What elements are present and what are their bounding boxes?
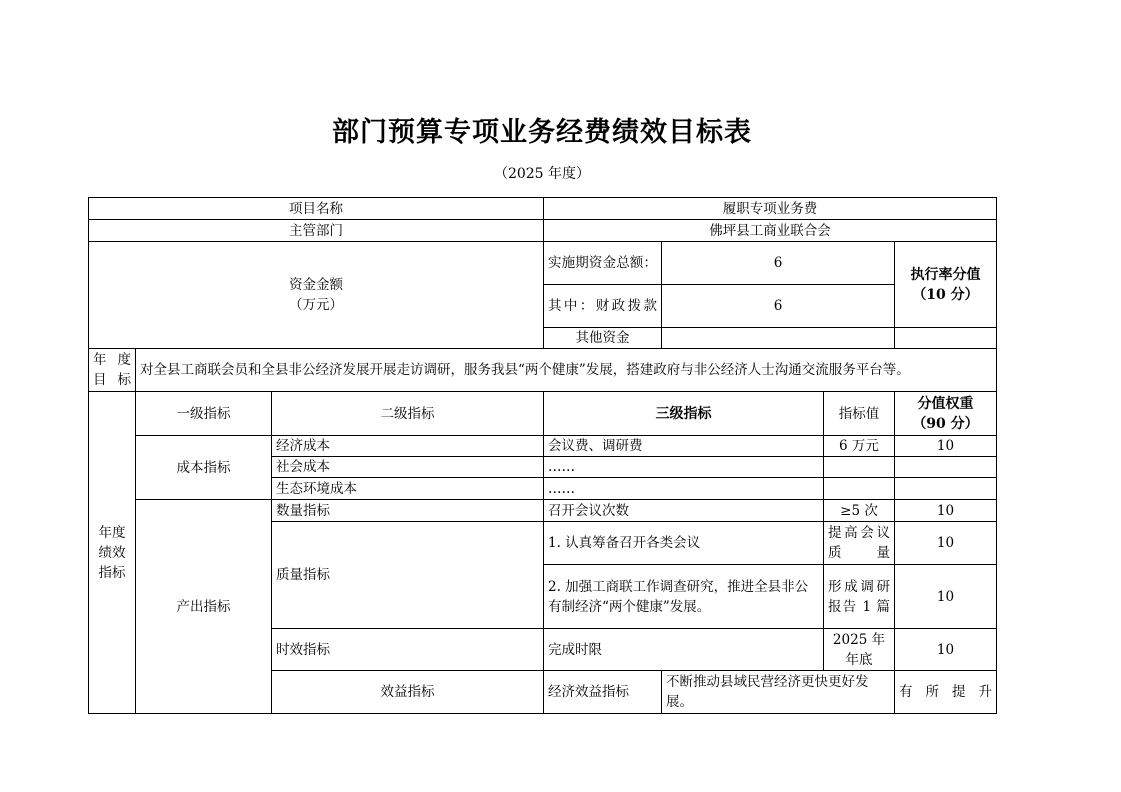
- funds-fiscal-label: 其中：财政拨款: [544, 285, 662, 328]
- page-subtitle: （2025 年度）: [493, 166, 591, 182]
- output-quality-row-1-weight: 10: [895, 522, 997, 565]
- output-quantity-weight: 10: [895, 500, 997, 522]
- project-name-value: 履职专项业务费: [544, 198, 997, 220]
- cost-row-3-level2: 生态环境成本: [272, 478, 544, 500]
- header-value: 指标值: [824, 392, 895, 436]
- cost-indicator-label: 成本指标: [136, 436, 272, 500]
- output-quantity-level2: 数量指标: [272, 500, 544, 522]
- benefit-row-1-level3: 不断推动县域民营经济更快更好发展。: [662, 671, 895, 714]
- header-weight-line1: 分值权重: [917, 395, 974, 412]
- output-quality-row-1-level3: 1. 认真筹备召开各类会议: [544, 522, 824, 565]
- funds-total-value: 6: [662, 242, 895, 285]
- annual-goal-text: 对全县工商联会员和全县非公经济发展开展走访调研，服务我县“两个健康”发展，搭建政府与非公经济人士沟通交流服务平台等。: [136, 349, 997, 392]
- cost-row-2-value: [824, 457, 895, 478]
- execution-score-line2: （10 分）: [912, 286, 979, 303]
- output-timeliness-level3: 完成时限: [544, 629, 824, 671]
- output-quantity-value: ≥5 次: [824, 500, 895, 522]
- page-title: 部门预算专项业务经费绩效目标表: [332, 117, 752, 148]
- header-level1: 一级指标: [136, 392, 272, 436]
- output-quantity-level3: 召开会议次数: [544, 500, 824, 522]
- output-timeliness-level2: 时效指标: [272, 629, 544, 671]
- funds-total-row: [89, 242, 997, 285]
- cost-row-2-level3: ……: [544, 457, 824, 478]
- department-value: 佛坪县工商业联合会: [544, 220, 997, 242]
- indicators-section-label: 年度绩效指标: [89, 392, 136, 714]
- output-quality-row-1-value: 提高会议质量: [824, 522, 895, 565]
- funds-label: [89, 242, 544, 349]
- department-label: 主管部门: [89, 220, 544, 242]
- output-quality-level2: 质量指标: [272, 522, 544, 629]
- department-row: [89, 220, 997, 242]
- execution-score-label: [895, 242, 997, 328]
- funds-label-line1: 资金金额: [289, 277, 343, 293]
- performance-target-table: [88, 197, 997, 714]
- cost-row-3-weight: [895, 478, 997, 500]
- cost-row-1-level2: 经济成本: [272, 436, 544, 457]
- project-name-label: 项目名称: [89, 198, 544, 220]
- annual-goal-label: 年度目标: [89, 349, 136, 392]
- output-indicator-label: 产出指标: [136, 500, 272, 714]
- funds-other-label: 其他资金: [544, 328, 662, 349]
- funds-total-label: 实施期资金总额：: [544, 242, 662, 285]
- cost-row-2-level2: 社会成本: [272, 457, 544, 478]
- cost-row-1-weight: 10: [895, 436, 997, 457]
- header-level3: 三级指标: [544, 392, 824, 436]
- output-timeliness-value: 2025 年年底: [824, 629, 895, 671]
- cost-row-3-value: [824, 478, 895, 500]
- funds-label-line2: （万元）: [289, 297, 343, 313]
- output-quantity-row: [89, 500, 997, 522]
- benefit-row-1-level2: 经济效益指标: [544, 671, 662, 714]
- output-quality-row-2-weight: 10: [895, 565, 997, 629]
- annual-goal-row: [89, 349, 997, 392]
- header-weight: [895, 392, 997, 436]
- benefit-indicator-label: 效益指标: [272, 671, 544, 714]
- project-name-row: [89, 198, 997, 220]
- cost-row-3-level3: ……: [544, 478, 824, 500]
- header-weight-line2: （90 分）: [912, 415, 979, 432]
- indicator-header-row: [89, 392, 997, 436]
- funds-other-value: [662, 328, 895, 349]
- cost-row-1-level3: 会议费、调研费: [544, 436, 824, 457]
- output-quality-row-2-value: 形成调研报告 1 篇: [824, 565, 895, 629]
- execution-score-line1: 执行率分值: [910, 266, 981, 283]
- cost-row-1: [89, 436, 997, 457]
- cost-row-1-value: 6 万元: [824, 436, 895, 457]
- funds-other-empty: [895, 328, 997, 349]
- header-level2: 二级指标: [272, 392, 544, 436]
- benefit-row-1-value: 有所提升: [895, 671, 997, 714]
- funds-fiscal-value: 6: [662, 285, 895, 328]
- cost-row-2-weight: [895, 457, 997, 478]
- output-timeliness-weight: 10: [895, 629, 997, 671]
- output-quality-row-2-level3: 2. 加强工商联工作调查研究，推进全县非公有制经济“两个健康”发展。: [544, 565, 824, 629]
